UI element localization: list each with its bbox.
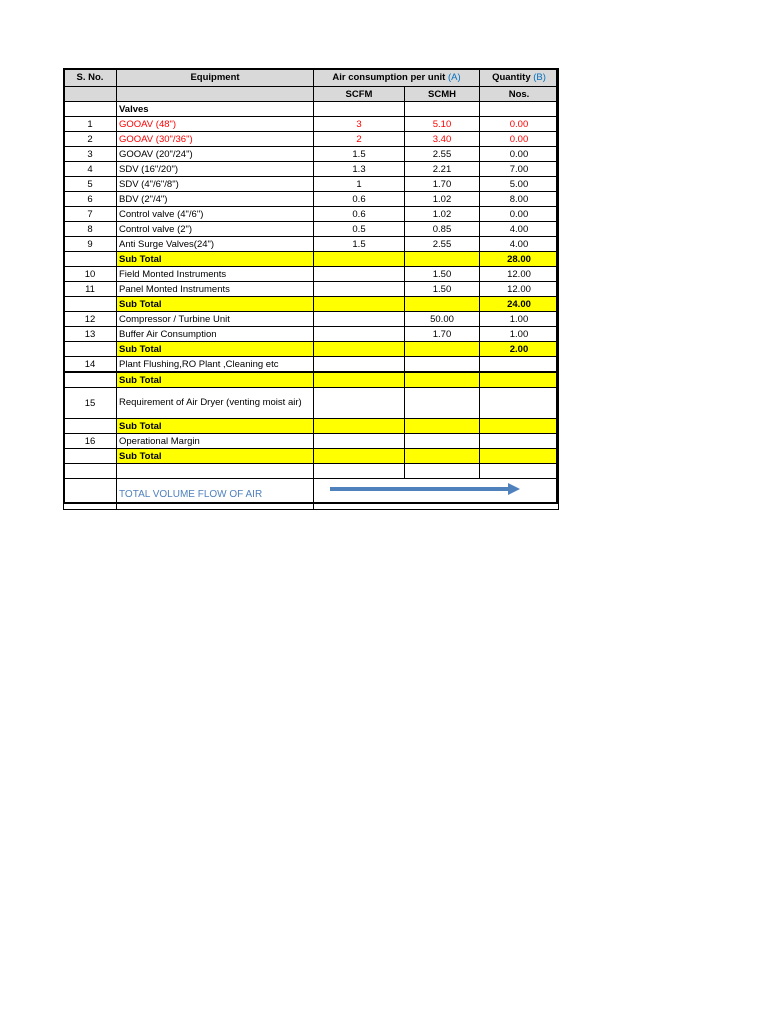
table-row: 2 GOOAV (30"/36") 2 3.40 0.00 <box>64 132 559 147</box>
table-row: 12 Compressor / Turbine Unit 50.00 1.00 <box>64 312 559 327</box>
table-row: 6 BDV (2"/4") 0.6 1.02 8.00 <box>64 192 559 207</box>
table-row: 4 SDV (16"/20") 1.3 2.21 7.00 <box>64 162 559 177</box>
table-row: 3 GOOAV (20"/24") 1.5 2.55 0.00 <box>64 147 559 162</box>
table-row: 10 Field Monted Instruments 1.50 12.00 <box>64 267 559 282</box>
section-row <box>64 102 559 117</box>
table-row: 8 Control valve (2") 0.5 0.85 4.00 <box>64 222 559 237</box>
table-row: 14 Plant Flushing,RO Plant ,Cleaning etc <box>64 357 559 373</box>
subtotal-row: Sub Total <box>64 372 559 388</box>
header-equipment: Equipment <box>117 69 314 87</box>
table-row: 16 Operational Margin <box>64 434 559 449</box>
total-label: TOTAL VOLUME FLOW OF AIR <box>117 479 314 510</box>
table-row: 11 Panel Monted Instruments 1.50 12.00 <box>64 282 559 297</box>
header-blank <box>117 87 314 102</box>
table-row: 9 Anti Surge Valves(24") 1.5 2.55 4.00 <box>64 237 559 252</box>
table-row: 5 SDV (4"/6"/8") 1 1.70 5.00 <box>64 177 559 192</box>
table-row: 1 GOOAV (48") 3 5.10 0.00 <box>64 117 559 132</box>
subtotal-row: Sub Total 24.00 <box>64 297 559 312</box>
subtotal-row: Sub Total 2.00 <box>64 342 559 357</box>
header-scfm: SCFM <box>314 87 405 102</box>
empty-row <box>64 464 559 479</box>
total-arrow-icon <box>330 483 520 495</box>
table-row: 13 Buffer Air Consumption 1.70 1.00 <box>64 327 559 342</box>
subtotal-row: Sub Total <box>64 449 559 464</box>
table-row: 7 Control valve (4"/6") 0.6 1.02 0.00 <box>64 207 559 222</box>
header-air-consumption: Air consumption per unit (A) <box>314 69 480 87</box>
table-row: 15 Requirement of Air Dryer (venting moist air) <box>64 388 559 419</box>
subtotal-row: Sub Total 28.00 <box>64 252 559 267</box>
header-scmh: SCMH <box>405 87 480 102</box>
header-blank <box>64 87 117 102</box>
section-valves: Valves <box>117 102 314 117</box>
subtotal-row: Sub Total <box>64 419 559 434</box>
header-sno: S. No. <box>64 69 117 87</box>
air-consumption-table <box>63 68 559 510</box>
header-quantity: Quantity (B) <box>480 69 559 87</box>
header-nos: Nos. <box>480 87 559 102</box>
